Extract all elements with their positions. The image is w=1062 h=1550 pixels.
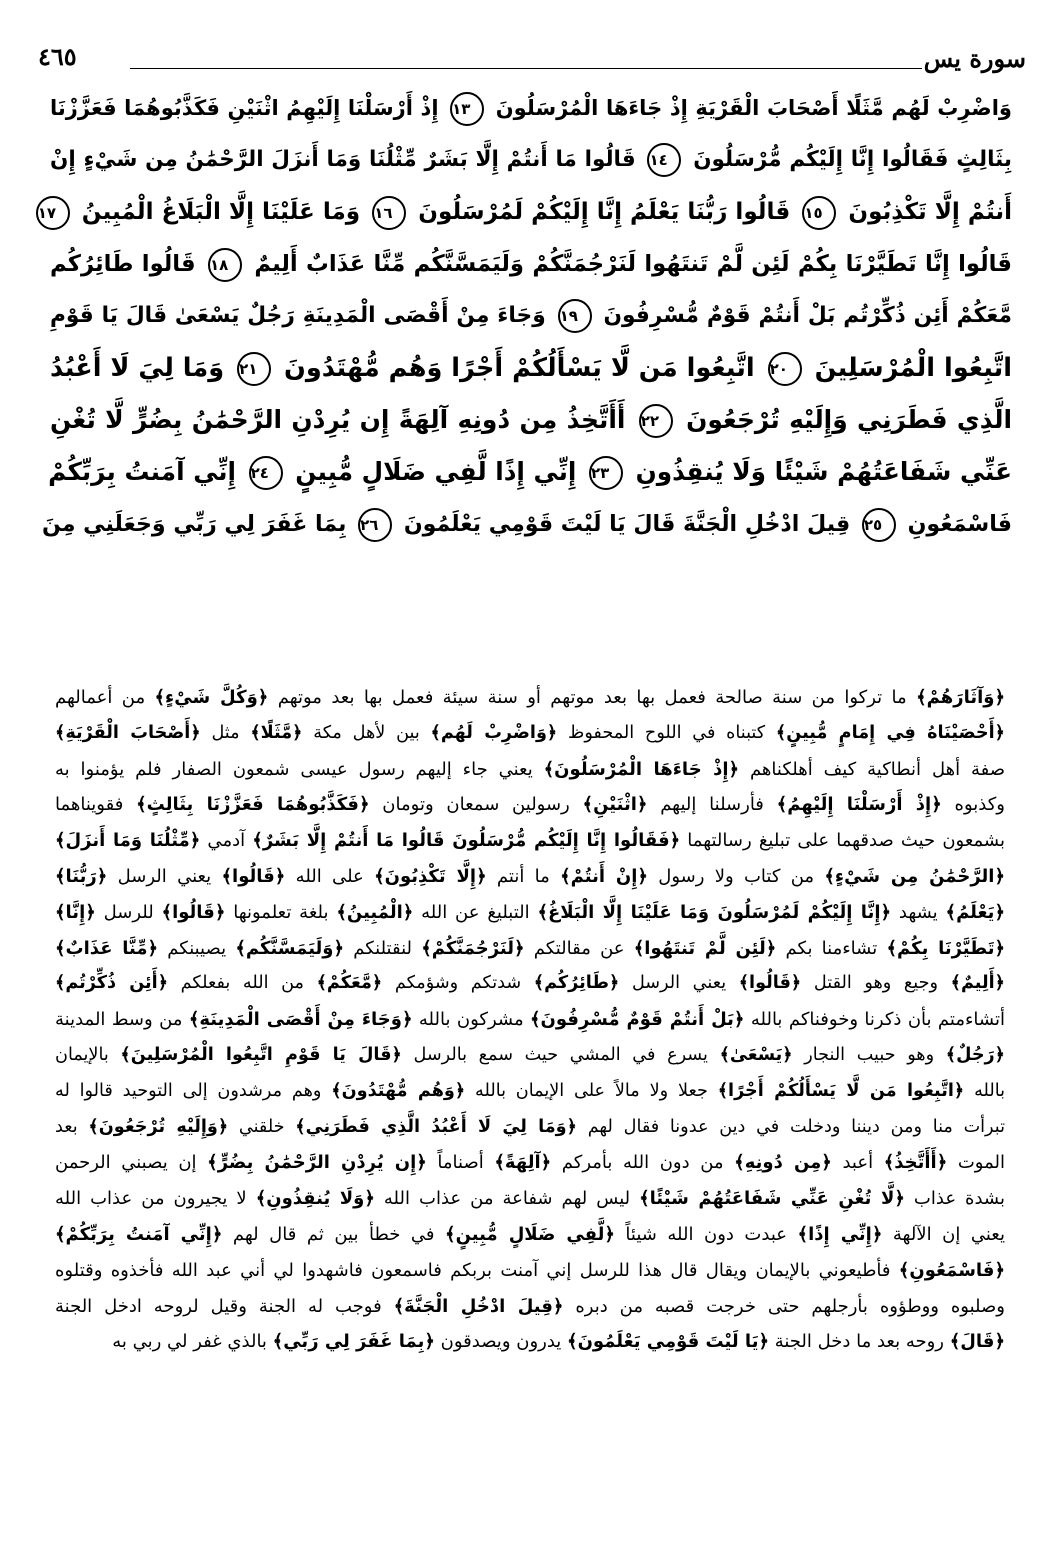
quoted-verse-fragment: ﴿أَحْصَيْنَاهُ فِي إِمَامٍ مُّبِينٍ﴾ bbox=[775, 722, 1005, 743]
quran-verse-text: إِذْ أَرْسَلْنَا إِلَيْهِمُ اثْنَيْنِ فَكَذَّبُوهُمَا فَعَزَّزْنَا bbox=[50, 95, 439, 120]
ayah-number-marker: ٢٢ bbox=[639, 404, 673, 438]
quoted-verse-fragment: ﴿لَنَرْجُمَنَّكُمْ﴾ bbox=[421, 937, 525, 959]
quoted-verse-fragment: ﴿بَلْ أَنتُمْ قَوْمٌ مُّسْرِفُونَ﴾ bbox=[529, 1009, 745, 1031]
quoted-verse-fragment: ﴿إِنِّي إِذًا﴾ bbox=[797, 1223, 883, 1245]
page-header bbox=[30, 38, 1032, 72]
tafsir-line bbox=[55, 1253, 1005, 1289]
header-rule bbox=[130, 68, 922, 69]
quoted-verse-fragment: ﴿تَطَيَّرْنَا بِكُمْ﴾ bbox=[886, 937, 1005, 959]
quran-line bbox=[50, 82, 1012, 134]
commentary-text: ما أنتم bbox=[486, 865, 561, 887]
tafsir-line bbox=[55, 716, 1005, 752]
commentary-text: من الله بفعلكم bbox=[168, 973, 317, 994]
commentary-text: يسرع في المشي حيث سمع بالرسل bbox=[401, 1044, 720, 1065]
commentary-text: مثل bbox=[200, 722, 251, 743]
quran-verse-text: قَالُوا رَبُّنَا يَعْلَمُ إِنَّا إِلَيْكُمْ لَمُرْسَلُونَ bbox=[418, 199, 791, 225]
commentary-text: بالله bbox=[964, 1080, 1005, 1101]
tafsir-line bbox=[55, 1074, 1005, 1110]
commentary-text: كتبناه في اللوح المحفوظ bbox=[557, 722, 776, 743]
quran-line bbox=[50, 290, 1012, 342]
ayah-number-marker: ٢٣ bbox=[589, 456, 623, 490]
commentary-text: بعد bbox=[55, 1116, 89, 1137]
quran-verse-text: وَجَاءَ مِنْ أَقْصَى الْمَدِينَةِ رَجُلٌ يَسْعَىٰ قَالَ يَا قَوْمِ bbox=[50, 303, 546, 328]
commentary-text: آدمي bbox=[200, 830, 253, 852]
quoted-verse-fragment: ﴿مِّنَّا عَذَابٌ﴾ bbox=[55, 937, 159, 959]
quoted-verse-fragment: ﴿قَالَ يَا قَوْمِ اتَّبِعُوا الْمُرْسَلِينَ﴾ bbox=[120, 1044, 402, 1065]
ayah-number-marker: ١٧ bbox=[36, 196, 70, 230]
quoted-verse-fragment: ﴿الْمُبِينُ﴾ bbox=[336, 901, 414, 923]
commentary-text: وكذبوه bbox=[941, 794, 1005, 816]
quoted-verse-fragment: ﴿أَأَتَّخِذُ﴾ bbox=[883, 1152, 948, 1174]
commentary-text: فقويناهما bbox=[55, 794, 137, 816]
commentary-text: يصيبنكم bbox=[158, 937, 236, 959]
commentary-text: في خطأ بين ثم قال لهم bbox=[222, 1223, 446, 1245]
quoted-verse-fragment: ﴿إِنْ أَنتُمْ﴾ bbox=[560, 865, 648, 887]
quoted-verse-fragment: ﴿اثْنَيْنِ﴾ bbox=[582, 794, 648, 816]
tafsir-line bbox=[55, 1181, 1005, 1217]
quoted-verse-fragment: ﴿قَالُوا﴾ bbox=[221, 865, 286, 887]
commentary-text: يعني الرسل bbox=[107, 865, 222, 887]
quoted-verse-fragment: ﴿قَالُوا﴾ bbox=[738, 973, 802, 994]
commentary-text: فأرسلنا إليهم bbox=[647, 794, 777, 816]
quoted-verse-fragment: ﴿فَكَذَّبُوهُمَا فَعَزَّزْنَا بِثَالِثٍ﴾ bbox=[136, 794, 370, 816]
commentary-text: بلغة تعلمونها bbox=[225, 901, 337, 923]
quoted-verse-fragment: ﴿لَّا تُغْنِ عَنِّي شَفَاعَتُهُمْ شَيْئًا﴾ bbox=[639, 1188, 905, 1210]
quran-line bbox=[50, 134, 1012, 186]
surah-title: سورة يس bbox=[923, 44, 1026, 73]
quran-verse-text: مَّعَكُمْ أَئِن ذُكِّرْتُم بَلْ أَنتُمْ قَوْمٌ مُّسْرِفُونَ bbox=[603, 303, 1013, 328]
commentary-text: رسولين سمعان وتومان bbox=[369, 794, 583, 816]
quran-line bbox=[50, 394, 1012, 446]
quoted-verse-fragment: ﴿يَسْعَىٰ﴾ bbox=[719, 1044, 793, 1065]
commentary-text: وصلبوه ووطؤوه بأرجلهم حتى خرجت قصبه من دبره bbox=[563, 1295, 1005, 1317]
tafsir-line bbox=[55, 1110, 1005, 1146]
ayah-number-marker: ١٩ bbox=[558, 299, 592, 333]
commentary-text: فوجب له الجنة وقيل لروحه ادخل الجنة bbox=[55, 1295, 394, 1317]
quoted-verse-fragment: ﴿لَئِن لَّمْ تَنتَهُوا﴾ bbox=[633, 937, 777, 959]
quoted-verse-fragment: ﴿إِذْ جَاءَهَا الْمُرْسَلُونَ﴾ bbox=[543, 758, 740, 780]
quoted-verse-fragment: ﴿بِمَا غَفَرَ لِي رَبِّي﴾ bbox=[272, 1331, 435, 1353]
tafsir-line bbox=[55, 1145, 1005, 1181]
quran-verse-text: بِثَالِثٍ فَقَالُوا إِنَّا إِلَيْكُم مُّرْسَلُونَ bbox=[693, 147, 1012, 172]
commentary-text: بالإيمان bbox=[55, 1044, 121, 1065]
commentary-text: تشاءمنا بكم bbox=[776, 937, 887, 959]
quran-verse-text: إِنِّي آمَنتُ بِرَبِّكُمْ bbox=[48, 457, 237, 486]
quoted-verse-fragment: ﴿وَاضْرِبْ لَهُم﴾ bbox=[430, 722, 558, 743]
commentary-text: أصناماً bbox=[426, 1152, 495, 1174]
commentary-text: يعني جاء إليهم رسول عيسى شمعون الصفار فلم يؤمنوا به bbox=[55, 758, 544, 780]
quoted-verse-fragment: ﴿اتَّبِعُوا مَن لَّا يَسْأَلُكُمْ أَجْرًا﴾ bbox=[717, 1080, 965, 1101]
commentary-text: ما تركوا من سنة صالحة فعمل بها بعد موتهم أو سنة سيئة فعمل بها بعد موتهم bbox=[268, 687, 917, 708]
quoted-verse-fragment: ﴿إِذْ أَرْسَلْنَا إِلَيْهِمُ﴾ bbox=[776, 794, 942, 816]
commentary-text: صفة أهل أنطاكية كيف أهلكناهم bbox=[739, 758, 1005, 780]
commentary-text: أتشاءمتم بأن ذكرنا وخوفناكم بالله bbox=[744, 1009, 1005, 1031]
quoted-verse-fragment: ﴿أَلِيمٌ﴾ bbox=[950, 973, 1005, 994]
quran-verse-text: إِنِّي إِذًا لَّفِي ضَلَالٍ مُّبِينٍ bbox=[295, 457, 577, 486]
quoted-verse-fragment: ﴿قَالُوا﴾ bbox=[161, 901, 226, 923]
page-number: ٤٦٥ bbox=[38, 42, 77, 71]
quran-verse-text: اتَّبِعُوا الْمُرْسَلِينَ bbox=[814, 353, 1013, 383]
quran-verse-text: وَمَا لِيَ لَا أَعْبُدُ bbox=[50, 353, 225, 383]
tafsir-line bbox=[55, 752, 1005, 788]
ayah-number-marker: ١٥ bbox=[802, 196, 836, 230]
quoted-verse-fragment: ﴿يَا لَيْتَ قَوْمِي يَعْلَمُونَ﴾ bbox=[567, 1331, 769, 1353]
commentary-text: شدتكم وشؤمكم bbox=[382, 973, 534, 994]
quran-verse-text: وَمَا عَلَيْنَا إِلَّا الْبَلَاغُ الْمُبِينُ bbox=[81, 199, 361, 225]
quoted-verse-fragment: ﴿مَّعَكُمْ﴾ bbox=[316, 973, 383, 994]
tafsir-line bbox=[55, 1289, 1005, 1325]
commentary-text: مشركون بالله bbox=[412, 1009, 530, 1031]
quoted-verse-fragment: ﴿الرَّحْمَٰنُ مِن شَيْءٍ﴾ bbox=[824, 865, 1005, 887]
commentary-text: للرسل bbox=[95, 901, 162, 923]
quran-verse-text: أَنتُمْ إِلَّا تَكْذِبُونَ bbox=[848, 199, 1012, 225]
quran-line bbox=[50, 446, 1012, 498]
commentary-text: بين لأهل مكة bbox=[302, 722, 431, 743]
quoted-verse-fragment: ﴿إِن يُرِدْنِ الرَّحْمَٰنُ بِضُرٍّ﴾ bbox=[207, 1152, 427, 1174]
quoted-verse-fragment: ﴿وَلَيَمَسَّنَّكُم﴾ bbox=[235, 937, 345, 959]
quoted-verse-fragment: ﴿أَصْحَابَ الْقَرْيَةِ﴾ bbox=[55, 722, 201, 743]
tafsir-line bbox=[55, 823, 1005, 859]
quran-line bbox=[50, 238, 1012, 290]
ayah-number-marker: ٢٦ bbox=[358, 508, 392, 542]
commentary-text: بشمعون حيث صدقهما على تبليغ رسالتهما bbox=[680, 830, 1005, 852]
quoted-verse-fragment: ﴿أَئِن ذُكِّرْتُم﴾ bbox=[55, 973, 169, 994]
quoted-verse-fragment: ﴿إِنَّا إِلَيْكُمْ لَمُرْسَلُونَ وَمَا عَلَيْنَا إِلَّا الْبَلَاغُ﴾ bbox=[537, 901, 892, 923]
commentary-text: عبدت دون الله شيئاً bbox=[614, 1223, 798, 1245]
commentary-text: وجيع وهو القتل bbox=[801, 973, 951, 994]
quoted-verse-fragment: ﴿وَإِلَيْهِ تُرْجَعُونَ﴾ bbox=[88, 1116, 229, 1137]
commentary-text: ليس لهم شفاعة من عذاب الله bbox=[374, 1188, 640, 1210]
quoted-verse-fragment: ﴿رَجُلٌ﴾ bbox=[945, 1044, 1006, 1065]
commentary-text: خلقني bbox=[228, 1116, 296, 1137]
quoted-verse-fragment: ﴿فَقَالُوا إِنَّا إِلَيْكُم مُّرْسَلُونَ قَالُوا مَا أَنتُمْ إِلَّا بَشَرٌ﴾ bbox=[252, 830, 681, 852]
quran-verse-text: الَّذِي فَطَرَنِي وَإِلَيْهِ تُرْجَعُونَ bbox=[686, 405, 1012, 434]
commentary-text: بالذي غفر لي ربي به bbox=[112, 1331, 273, 1353]
commentary-text: جعلا ولا مالاً على الإيمان بالله bbox=[465, 1080, 718, 1101]
quran-verse-text: وَاضْرِبْ لَهُم مَّثَلًا أَصْحَابَ الْقَرْيَةِ إِذْ جَاءَهَا الْمُرْسَلُونَ bbox=[495, 95, 1012, 120]
quoted-verse-fragment: ﴿وَكُلَّ شَيْءٍ﴾ bbox=[154, 687, 269, 708]
quoted-verse-fragment: ﴿فَاسْمَعُونِ﴾ bbox=[898, 1259, 1005, 1281]
quran-verse-text: بِمَا غَفَرَ لِي رَبِّي وَجَعَلَنِي مِنَ bbox=[41, 511, 347, 537]
quoted-verse-fragment: ﴿مِن دُونِهِ﴾ bbox=[734, 1152, 832, 1174]
quran-verse-text: اتَّبِعُوا مَن لَّا يَسْأَلُكُمْ أَجْرًا وَهُم مُّهْتَدُونَ bbox=[284, 353, 755, 383]
quoted-verse-fragment: ﴿وَآثَارَهُمْ﴾ bbox=[916, 687, 1005, 708]
quoted-verse-fragment: ﴿قَالَ﴾ bbox=[949, 1331, 1005, 1353]
tafsir-line bbox=[55, 859, 1005, 895]
quoted-verse-fragment: ﴿مَّثَلًا﴾ bbox=[250, 722, 303, 743]
ayah-number-marker: ١٤ bbox=[647, 143, 681, 177]
commentary-text: على الله bbox=[285, 865, 375, 887]
quoted-verse-fragment: ﴿طَائِرُكُم﴾ bbox=[533, 973, 620, 994]
commentary-text: وهم مرشدون إلى التوحيد قالوا له bbox=[55, 1080, 332, 1101]
tafsir-line bbox=[55, 1002, 1005, 1038]
quoted-verse-fragment: ﴿إِنِّي آمَنتُ بِرَبِّكُمْ﴾ bbox=[55, 1223, 223, 1245]
quoted-verse-fragment: ﴿وَهُم مُّهْتَدُونَ﴾ bbox=[331, 1080, 466, 1101]
quoted-verse-fragment: ﴿لَّفِي ضَلَالٍ مُّبِينٍ﴾ bbox=[445, 1223, 615, 1245]
quoted-verse-fragment: ﴿قِيلَ ادْخُلِ الْجَنَّةَ﴾ bbox=[393, 1295, 564, 1317]
commentary-text: لا يجيرون من عذاب الله bbox=[55, 1188, 256, 1210]
commentary-text: يعني الرسل bbox=[619, 973, 739, 994]
ayah-number-marker: ١٨ bbox=[208, 248, 242, 282]
ayah-number-marker: ٢٥ bbox=[862, 508, 896, 542]
tafsir-line bbox=[55, 966, 1005, 1002]
commentary-text: لنقتلنكم bbox=[344, 937, 422, 959]
quran-text-block bbox=[37, 82, 1013, 550]
tafsir-line bbox=[55, 680, 1005, 716]
commentary-text: بشدة عذاب bbox=[904, 1188, 1005, 1210]
quran-verse-text: عَنِّي شَفَاعَتُهُمْ شَيْئًا وَلَا يُنقِذُونِ bbox=[635, 457, 1012, 486]
quran-line bbox=[41, 498, 1012, 550]
commentary-text: روحه بعد ما دخل الجنة bbox=[769, 1331, 950, 1353]
commentary-text: إن يصبني الرحمن bbox=[55, 1152, 208, 1174]
commentary-text: فأطيعوني بالإيمان ويقال قال هذا للرسل إني آمنت بربكم فاسمعون فاشهدوا لي أني عبد الله فأخذوه وقتلوه bbox=[55, 1259, 899, 1281]
quran-verse-text: قَالُوا إِنَّا تَطَيَّرْنَا بِكُمْ لَئِن لَّمْ تَنتَهُوا لَنَرْجُمَنَّكُمْ وَلَيَمَسَّنَّكُم مِّنَّا عَذَابٌ أَلِيمٌ bbox=[254, 251, 1012, 277]
commentary-text: يعني إن الآلهة bbox=[882, 1223, 1005, 1245]
ayah-number-marker: ٢١ bbox=[237, 352, 271, 386]
quoted-verse-fragment: ﴿مِّثْلُنَا وَمَا أَنزَلَ﴾ bbox=[55, 830, 201, 852]
commentary-text: يدرون ويصدقون bbox=[434, 1331, 568, 1353]
commentary-text: من كتاب ولا رسول bbox=[647, 865, 825, 887]
tafsir-line bbox=[55, 1038, 1005, 1074]
quoted-verse-fragment: ﴿رَبُّنَا﴾ bbox=[55, 865, 108, 887]
commentary-text: من أعمالهم bbox=[55, 687, 155, 708]
quoted-verse-fragment: ﴿آلِهَةً﴾ bbox=[494, 1152, 552, 1174]
commentary-text: من دون الله بأمركم bbox=[551, 1152, 735, 1174]
quran-verse-text: أَأَتَّخِذُ مِن دُونِهِ آلِهَةً إِن يُرِدْنِ الرَّحْمَٰنُ بِضُرٍّ لَّا تُغْنِ bbox=[50, 405, 626, 434]
quran-verse-text: قَالُوا مَا أَنتُمْ إِلَّا بَشَرٌ مِّثْلُنَا وَمَا أَنزَلَ الرَّحْمَٰنُ مِن شَيْءٍ إِنْ bbox=[50, 147, 636, 172]
commentary-text: الموت bbox=[947, 1152, 1005, 1174]
commentary-text: يشهد bbox=[891, 901, 946, 923]
tafsir-line bbox=[55, 1324, 1005, 1360]
commentary-text: عن مقالتكم bbox=[524, 937, 634, 959]
quoted-verse-fragment: ﴿يَعْلَمُ﴾ bbox=[945, 901, 1005, 923]
quoted-verse-fragment: ﴿وَمَا لِيَ لَا أَعْبُدُ الَّذِي فَطَرَنِي﴾ bbox=[295, 1116, 577, 1137]
tafsir-commentary-block bbox=[55, 680, 1005, 1360]
quran-verse-text: قِيلَ ادْخُلِ الْجَنَّةَ قَالَ يَا لَيْتَ قَوْمِي يَعْلَمُونَ bbox=[403, 511, 851, 537]
quoted-verse-fragment: ﴿وَجَاءَ مِنْ أَقْصَى الْمَدِينَةِ﴾ bbox=[188, 1009, 413, 1031]
quran-verse-text: فَاسْمَعُونِ bbox=[907, 511, 1012, 537]
commentary-text: من وسط المدينة bbox=[55, 1009, 189, 1031]
commentary-text: أعبد bbox=[831, 1152, 884, 1174]
commentary-text: التبليغ عن الله bbox=[413, 901, 538, 923]
commentary-text: وهو حبيب النجار bbox=[792, 1044, 946, 1065]
quran-line bbox=[37, 186, 1012, 238]
tafsir-line bbox=[55, 895, 1005, 931]
quran-verse-text: قَالُوا طَائِرُكُم bbox=[50, 251, 196, 277]
commentary-text: تبرأت منا ومن ديننا ودخلت في دين عدونا فقال لهم bbox=[576, 1116, 1006, 1137]
tafsir-line bbox=[55, 1217, 1005, 1253]
quoted-verse-fragment: ﴿إِلَّا تَكْذِبُونَ﴾ bbox=[374, 865, 487, 887]
quran-line bbox=[50, 342, 1012, 394]
ayah-number-marker: ٢٤ bbox=[249, 456, 283, 490]
tafsir-line bbox=[55, 931, 1005, 967]
ayah-number-marker: ١٦ bbox=[372, 196, 406, 230]
quoted-verse-fragment: ﴿إِنَّا﴾ bbox=[55, 901, 96, 923]
quoted-verse-fragment: ﴿وَلَا يُنقِذُونِ﴾ bbox=[255, 1188, 375, 1210]
ayah-number-marker: ٢٠ bbox=[768, 352, 802, 386]
ayah-number-marker: ١٣ bbox=[450, 92, 484, 126]
tafsir-line bbox=[55, 787, 1005, 823]
